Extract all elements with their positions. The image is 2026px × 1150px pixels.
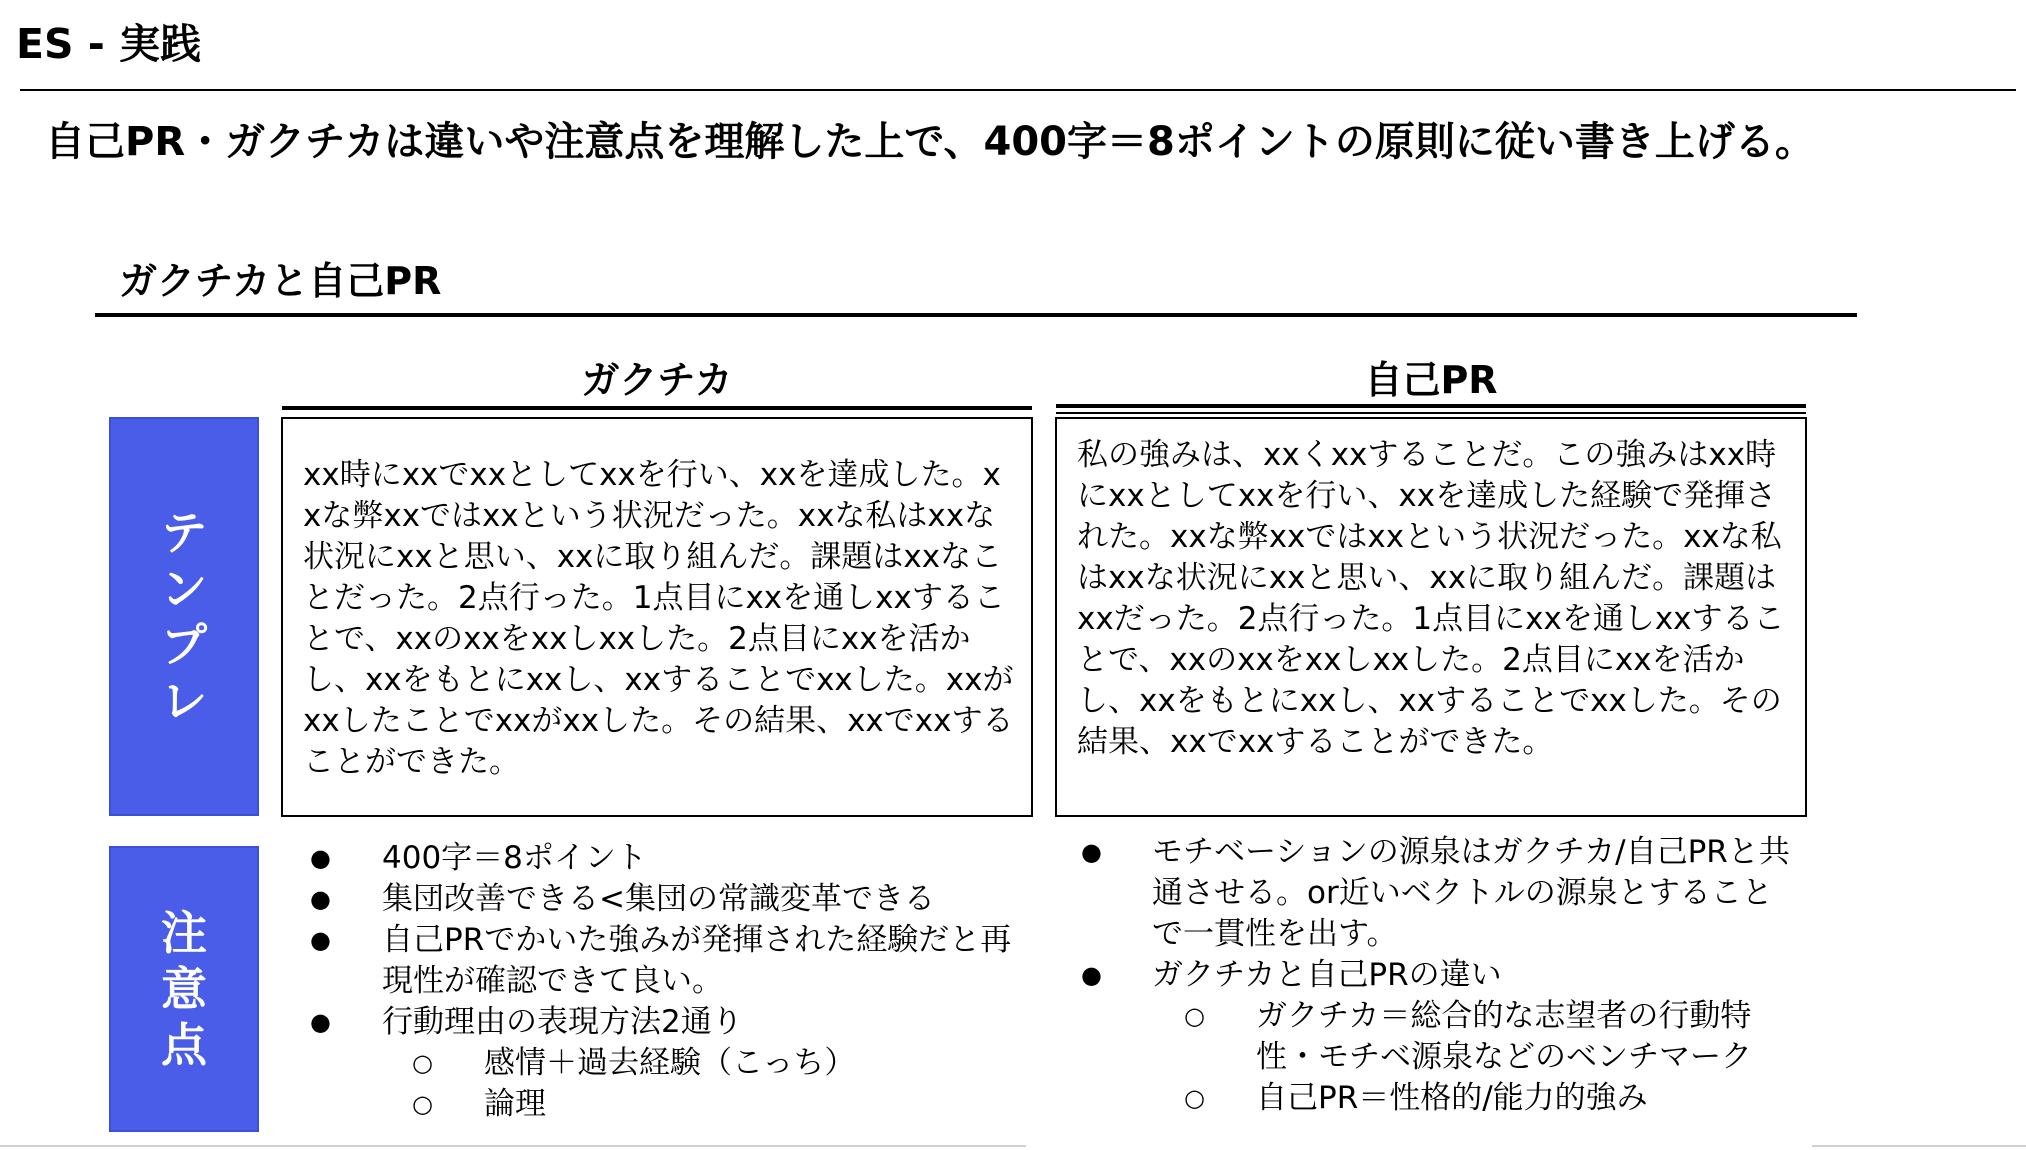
row-label-template: [109, 417, 259, 816]
bullet-icon: ●: [310, 1008, 331, 1036]
column-rule-self-pr: [1056, 404, 1806, 408]
sub-bullet-icon: ○: [1184, 1002, 1205, 1030]
bullet-icon: ●: [1081, 838, 1102, 866]
list-item: [1078, 832, 1798, 955]
column-heading-self-pr: 自己PR: [1364, 358, 1498, 402]
row-label-notes-text: 注意点: [161, 906, 207, 1072]
template-box-gakuchika: [281, 417, 1033, 817]
list-item-text: モチベーションの源泉はガクチカ/自己PRと共通させる。or近いベクトルの源泉とすることで一貫性を出す。: [1152, 834, 1790, 952]
column-rule-gakuchika: [282, 406, 1032, 410]
notes-list-gakuchika: [300, 838, 1020, 1125]
list-item: [1078, 955, 1798, 996]
column-heading-gakuchika: ガクチカ: [581, 358, 733, 402]
list-item: [300, 838, 1020, 879]
page-bottom-edge: [0, 1145, 1026, 1147]
sub-list-item: [1078, 1078, 1798, 1119]
sub-list-item: [1078, 996, 1798, 1078]
sub-bullet-icon: ○: [412, 1090, 433, 1118]
page-title: ES - 実践: [16, 20, 202, 68]
section-title: ガクチカと自己PR: [119, 259, 442, 303]
sub-list-item: [300, 1043, 1020, 1084]
list-item: [300, 879, 1020, 920]
page-bottom-edge: [1812, 1145, 2026, 1147]
list-item: [300, 920, 1020, 1002]
bullet-icon: ●: [310, 885, 331, 913]
template-box-self-pr: [1055, 417, 1807, 817]
bullet-icon: ●: [310, 926, 331, 954]
slide-headline: 自己PR・ガクチカは違いや注意点を理解した上で、400字＝8ポイントの原則に従い書き上げる。: [45, 119, 1815, 165]
sub-list-item: [300, 1084, 1020, 1125]
sub-list-item-text: 感情＋過去経験（こっち）: [484, 1045, 856, 1081]
row-label-notes: [109, 846, 259, 1132]
list-item-text: 自己PRでかいた強みが発揮された経験だと再現性が確認できて良い。: [382, 922, 1012, 999]
sub-list-item-text: ガクチカ＝総合的な志望者の行動特性・モチベ源泉などのベンチマーク: [1256, 998, 1752, 1075]
list-item-text: 集団改善できる<集団の常識変革できる: [382, 881, 935, 917]
notes-list-self-pr: [1078, 832, 1798, 1119]
template-text-gakuchika: xx時にxxでxxとしてxxを行い、xxを達成した。xxな弊xxではxxという状況だった。xxな私はxxな状況にxxと思い、xxに取り組んだ。課題はxxなことだった。2点行った。1点目にxxを通しxxすることで、xxのxxをxxしxxした。2点目にxxを活かし、xxをもとにxxし、xxすることでxxした。xxがxxしたことでxxがxxした。その結果、xxでxxすることができた。: [303, 457, 1014, 780]
list-item-text: 行動理由の表現方法2通り: [382, 1004, 743, 1040]
list-item-text: 400字＝8ポイント: [382, 840, 647, 876]
list-item-text: ガクチカと自己PRの違い: [1152, 957, 1502, 993]
sub-bullet-icon: ○: [1184, 1084, 1205, 1112]
bullet-icon: ●: [1081, 961, 1102, 989]
template-text-self-pr: 私の強みは、xxくxxすることだ。この強みはxx時にxxとしてxxを行い、xxを達成した経験で発揮された。xxな弊xxではxxという状況だった。xxな私はxxな状況にxxと思い、xxに取り組んだ。課題はxxだった。2点行った。1点目にxxを通しxxすることで、xxのxxをxxしxxした。2点目にxxを活かし、xxをもとにxxし、xxすることでxxした。その結果、xxでxxすることができた。: [1077, 437, 1785, 760]
list-item: [300, 1002, 1020, 1043]
row-label-template-text: テンプレ: [161, 505, 207, 728]
bullet-icon: ●: [310, 844, 331, 872]
sub-bullet-icon: ○: [412, 1049, 433, 1077]
sub-list-item-text: 自己PR＝性格的/能力的強み: [1256, 1080, 1648, 1116]
section-divider: [95, 313, 1857, 317]
column-rule-self-pr-secondary: [1056, 412, 1806, 414]
sub-list-item-text: 論理: [484, 1086, 546, 1122]
header-divider: [20, 89, 2016, 91]
